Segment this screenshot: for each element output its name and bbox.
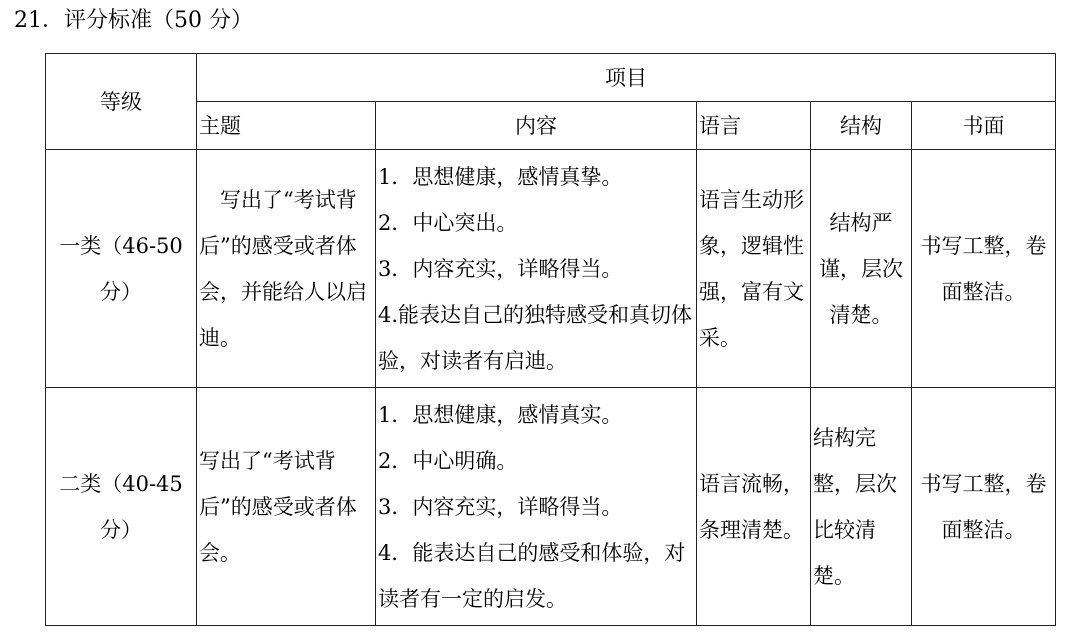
column-header-structure: 结构: [811, 102, 912, 150]
grade-header: 等级: [46, 54, 197, 150]
project-header: 项目: [197, 54, 1056, 102]
content-item: 2．中心突出。: [378, 210, 518, 235]
question-title: 21．评分标准（50 分）: [14, 8, 253, 33]
grade-cell: 二类（40-45 分）: [46, 388, 197, 626]
content-item: 1．思想健康，感情真挚。: [378, 164, 623, 189]
table-row-grade-1: [46, 150, 1056, 388]
content-item: 4．能表达自己的感受和体验，对读者有一定的启发。: [378, 540, 686, 611]
structure-cell: 结构严谨，层次清楚。: [811, 150, 912, 388]
scoring-table: [45, 53, 1056, 626]
theme-cell: 写出了“考试背后”的感受或者体会。: [197, 388, 376, 626]
language-cell: 语言流畅，条理清楚。: [697, 388, 811, 626]
writing-cell: 书写工整，卷面整洁。: [912, 150, 1056, 388]
content-item: 1．思想健康，感情真实。: [378, 402, 623, 427]
column-header-content: 内容: [376, 102, 697, 150]
column-header-theme: 主题: [197, 102, 376, 150]
content-item: 4.能表达自己的独特感受和真切体验，对读者有启迪。: [378, 302, 693, 373]
column-header-language: 语言: [697, 102, 811, 150]
content-item: 3．内容充实，详略得当。: [378, 494, 623, 519]
content-cell: [376, 388, 697, 626]
language-cell: 语言生动形象，逻辑性强，富有文采。: [697, 150, 811, 388]
writing-cell: 书写工整，卷面整洁。: [912, 388, 1056, 626]
content-item: 3．内容充实，详略得当。: [378, 256, 623, 281]
structure-cell: 结构完整，层次比较清楚。: [811, 388, 912, 626]
grade-cell: 一类（46-50 分）: [46, 150, 197, 388]
header-row-2: [46, 102, 1056, 150]
content-item: 2．中心明确。: [378, 448, 518, 473]
content-cell: [376, 150, 697, 388]
table-row-grade-2: [46, 388, 1056, 626]
column-header-writing: 书面: [912, 102, 1056, 150]
theme-cell: 写出了“考试背后”的感受或者体会，并能给人以启迪。: [197, 150, 376, 388]
header-row-1: [46, 54, 1056, 102]
